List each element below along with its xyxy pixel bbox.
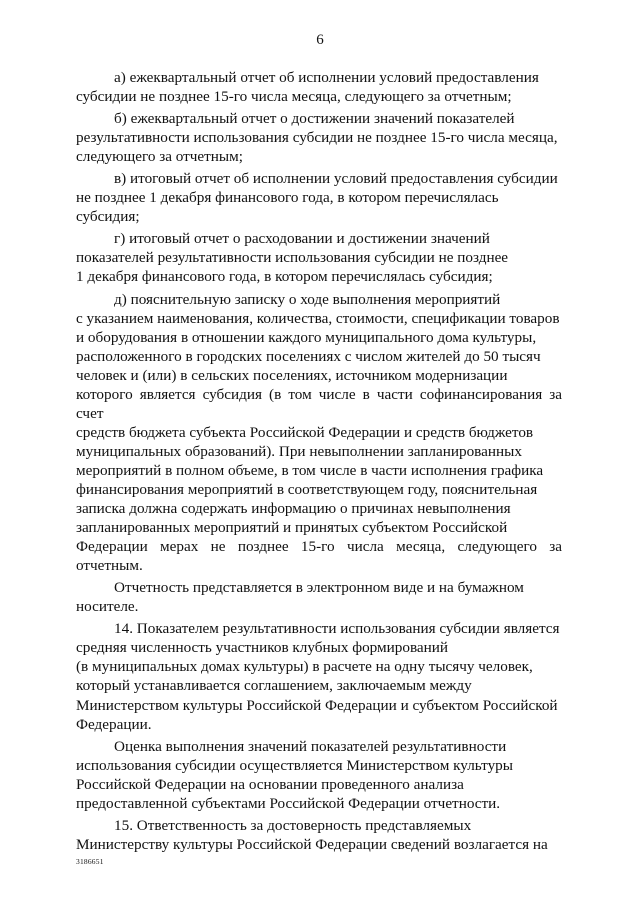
- paragraph-evaluation: Оценка выполнения значений показателей результативности использования субсидии осуществляется Министерством культуры Российской Федерации на основании проведенного анализа предоставленной субъектами Российской Федерации отчетности.: [76, 737, 513, 812]
- page-number: 6: [316, 32, 324, 48]
- document-code: 3186651: [76, 857, 104, 866]
- paragraph-reporting-format: Отчетность представляется в электронном виде и на бумажном носителе.: [76, 579, 524, 616]
- paragraph-g-final-expenditure-report: г) итоговый отчет о расходовании и достижении значений показателей результативности использования субсидии не позднее 1 декабря финансового года, в котором перечислялась субсидия;: [76, 230, 509, 286]
- paragraph-a-quarterly-report: а) ежеквартальный отчет об исполнении условий предоставления субсидии не позднее 15-го числа месяца, следующего за отчетным;: [76, 69, 539, 106]
- paragraph-v-final-report: в) итоговый отчет об исполнении условий предоставления субсидии не позднее 1 декабря финансового года, в котором перечислялась субсидия;: [76, 170, 558, 226]
- paragraph-b-quarterly-indicators: б) ежеквартальный отчет о достижении значений показателей результативности использования субсидии не позднее 15-го числа месяца, следующего за отчетным;: [76, 110, 558, 166]
- paragraph-14-indicator: 14. Показателем результативности использования субсидии является средняя численность участников клубных формирований (в муниципальных домах культуры) в расчете на одну тысячу человек, который устанавливается соглашением, заключаемым между Министерством культуры Российской Федерации и субъектом Российской Федерации.: [76, 620, 560, 733]
- document-body: [76, 68, 562, 857]
- paragraph-d-explanatory-note: д) пояснительную записку о ходе выполнения мероприятий с указанием наименования, количества, стоимости, спецификации товаров и оборудования в отношении каждого муниципального дома культуры, расположенного в городских поселениях с числом жителей до 50 тысяч человек и (или) в сельских поселениях, источником модернизации которого является субсидия (в том числе в части софинансирования за счет средств бюджета субъекта Российской Федерации и средств бюджетов муниципальных образований). При невыполнении запланированных мероприятий в полном объеме, в том числе в части исполнения графика финансирования мероприятий в соответствующем году, пояснительная записка должна содержать информацию о причинах невыполнения запланированных мероприятий и принятых субъектом Российской Федерации мерах не позднее 15-го числа месяца, следующего за отчетным.: [76, 290, 562, 575]
- paragraph-15-responsibility: 15. Ответственность за достоверность представляемых Министерству культуры Российской Федерации сведений возлагается на: [76, 816, 548, 853]
